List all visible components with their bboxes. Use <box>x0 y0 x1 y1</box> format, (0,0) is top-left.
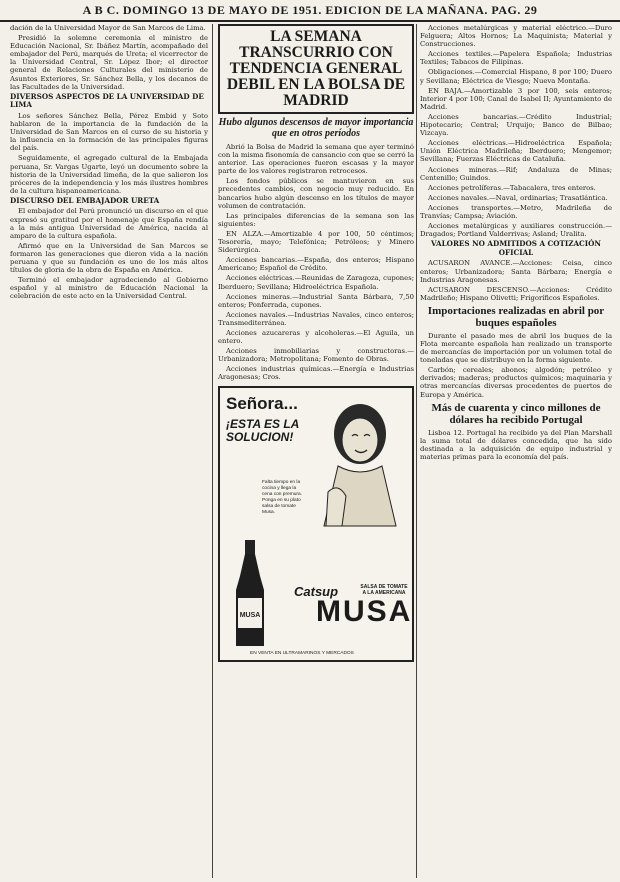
ad-footer: EN VENTA EN ULTRAMARINOS Y MERCADOS <box>250 650 354 656</box>
ad-product: MUSA <box>316 594 413 628</box>
column-rule <box>212 24 213 878</box>
paragraph: Las principales diferencias de la semana son las siguientes: <box>218 211 414 228</box>
paragraph: Abrió la Bolsa de Madrid la semana que ayer terminó con la misma fisonomía de cansancio con que se cerró la anterior. Las operaciones fueron escasas y la mayor parte de los valores registraron retrocesos. <box>218 143 414 176</box>
column-2 <box>218 24 414 878</box>
list-item: Acciones metalúrgicas y material eléctrico.—Duro Felguera; Altos Hornos; La Maquinista; Material y Construcciones. <box>420 24 612 49</box>
paragraph: Presidió la solemne ceremonia el ministro de Educación Nacional, Sr. Ibáñez Martín, acompañado del embajador del Perú, marqués de Ureta; el vicerrector de la Universidad Central, Sr. López Ibor; el director general de Relaciones Culturales del ministerio de Asuntos Exteriores, Sr. Sánchez Bella, y los decanos de las Facultades de la Universidad. <box>10 34 208 91</box>
paragraph: ACUSARON AVANCE.—Acciones: Ceisa, cinco enteros; Urbanizadora; Santa Bárbara; Energía e Industrias Aragonesas. <box>420 259 612 284</box>
paragraph: El embajador del Perú pronunció un discurso en el que expresó su gratitud por el homenaje que España rendía a la más antigua Universidad de América, nacida al amparo de la cultura española. <box>10 207 208 240</box>
paragraph: ACUSARON DESCENSO.—Acciones: Crédito Madrileño; Hispano Olivetti; Frigoríficos Españoles. <box>420 285 612 302</box>
list-item: Acciones mineras.—Industrial Santa Bárbara, 7,50 enteros; Ponferrada, cupones. <box>218 292 414 309</box>
ad-headline: Señora... <box>226 393 298 413</box>
column-1 <box>10 24 208 878</box>
article-headline: Importaciones realizadas en abril por buques españoles <box>427 304 605 329</box>
list-item: Acciones textiles.—Papelera Española; Industrias Textiles; Tabacos de Filipinas. <box>420 50 612 67</box>
list-item: Acciones petrolíferas.—Tabacalera, tres enteros. <box>428 183 596 192</box>
article-subheadline: Hubo algunos descensos de mayor importancia que en otros períodos <box>218 117 414 139</box>
list-item: Acciones eléctricas.—Reunidas de Zaragoza, cupones; Iberduero; Sevillana; Hidroeléctrica Española. <box>218 274 414 291</box>
list-item: Acciones industrias químicas.—Energía e Industrias Aragonesas; Cros. <box>218 365 414 382</box>
list-item: Acciones eléctricas.—Hidroeléctrica Española; Unión Eléctrica Madrileña; Iberduero; Mengemor; Sevillana; Fuerzas Eléctricas de Cataluña. <box>420 139 612 164</box>
list-item: Acciones navales.—Naval, ordinarias; Trasatlántica. <box>428 193 608 202</box>
column-rule <box>416 24 417 878</box>
paragraph: Los señores Sánchez Bella, Pérez Embid y Soto hablaron de la importancia de la fundación de la Universidad de San Marcos en el curso de su historia y la influencia en la formación de las principales figuras del país. <box>10 111 208 153</box>
list-item: Acciones bancarias.—Crédito Industrial; Hipotecario; Central; Urquijo; Banco de Bilbao; Vizcaya. <box>420 112 612 138</box>
ad-brand: Catsup <box>294 583 339 599</box>
paragraph: Lisboa 12. Portugal ha recibido ya del Plan Marshall la suma total de dólares concedida, que ha sido destinada a la adquisición de equipo industrial y materias primas para la economía del país. <box>420 428 612 461</box>
article-headline: Más de cuarenta y cinco millones de dólares ha recibido Portugal <box>431 401 601 426</box>
svg-text:MUSA: MUSA <box>239 611 261 619</box>
section-heading: DISCURSO DEL EMBAJADOR URETA <box>10 195 160 205</box>
ad-tagline: SALSA DE TOMATE A LA AMERICANA <box>360 583 408 596</box>
ad-copy: Falta tiempo en la cocina y llega la cena con premura. Ponga en su plato salsa de tomate Musa. <box>262 479 302 515</box>
paragraph: dación de la Universidad Mayor de San Marcos de Lima. <box>10 24 206 32</box>
paragraph: Los fondos públicos se mantuvieron en sus precedentes cambios, con negocio muy reducido. En bancarios hubo algún descenso en los títulos de mayor volumen de contratación. <box>218 177 414 210</box>
paragraph: Terminó el embajador agradeciendo al Gobierno español y al ministro de Educación Nacional la celebración de este acto en la Universidad Central. <box>10 276 208 301</box>
list-item: EN ALZA.—Amortizable 4 por 100, 50 céntimos; Tesorería, mayo; Telefónica; Petróleos; y Minero Siderúrgica. <box>218 229 414 255</box>
paragraph: Seguidamente, el agregado cultural de la Embajada peruana, Sr. Vargas Ugarte, leyó un documento sobre la historia de la Universidad limeña, de la que salieron los próceres de la independencia y los más ilustres hombres de la cultura hispanoamericana. <box>10 154 208 195</box>
paragraph: Afirmó que en la Universidad de San Marcos se formaron las generaciones que dieron vida a la nación peruana y que su fundación es uno de los más altos títulos de gloria de la obra de España en América. <box>10 241 208 275</box>
list-item: Acciones inmobiliarias y constructoras.—Urbanizadora; Metropolitana; Fomento de Obras. <box>218 347 414 364</box>
woman-illustration <box>308 392 408 552</box>
list-item: Acciones azucareras y alcoholeras.—El Aguila, un entero. <box>218 328 414 346</box>
list-item: Acciones transportes.—Metro, Madrileña de Tranvías; Campsa; Aviación. <box>420 203 612 220</box>
section-heading: DIVERSOS ASPECTOS DE LA UNIVERSIDAD DE LIMA <box>10 91 204 110</box>
list-item: Obligaciones.—Comercial Hispano, 8 por 100; Duero y Sevillana; Eléctrica de Viesgo; Nueva Montaña. <box>420 68 612 85</box>
paragraph: Carbón; cereales; abonos; algodón; petróleo y derivados; maderas; productos químicos; maquinaria y otras mercancías diversas procedentes de puertos de Europa y América. <box>420 366 612 399</box>
page-header: A B C. DOMINGO 13 DE MAYO DE 1951. EDICION DE LA MAÑANA. PAG. 29 <box>0 0 620 22</box>
bottle-icon <box>228 538 272 650</box>
list-item: Acciones navales.—Industrias Navales, cinco enteros; Transmediterránea. <box>218 310 414 327</box>
list-item: Acciones mineras.—Rif; Andaluza de Minas; Centenillo; Guindos. <box>420 165 612 182</box>
list-item: EN BAJA.—Amortizable 3 por 100, seis enteros; Interior 4 por 100; Canal de Isabel II; Ayuntamiento de Madrid. <box>420 86 612 111</box>
list-item: Acciones bancarias.—España, dos enteros; Hispano Americano; Español de Crédito. <box>218 256 414 273</box>
ad-slogan: ¡ESTA ES LA SOLUCION! <box>226 416 299 444</box>
article-headline: LA SEMANA TRANSCURRIO CON TENDENCIA GENERAL DEBIL EN LA BOLSA DE MADRID <box>218 24 414 114</box>
section-heading: VALORES NO ADMITIDOS A COTIZACIÓN OFICIAL <box>431 239 601 257</box>
paragraph: Durante el pasado mes de abril los buques de la Flota mercante española han realizado un transporte de mercancías de importación por un volumen total de toneladas que se distribuye en la forma siguiente. <box>420 331 612 365</box>
list-item: Acciones metalúrgicas y auxiliares construcción.—Dragados; Portland Valderrivas; Asland; Uralita. <box>420 222 612 239</box>
musa-advertisement <box>218 386 414 662</box>
column-3 <box>420 24 612 878</box>
